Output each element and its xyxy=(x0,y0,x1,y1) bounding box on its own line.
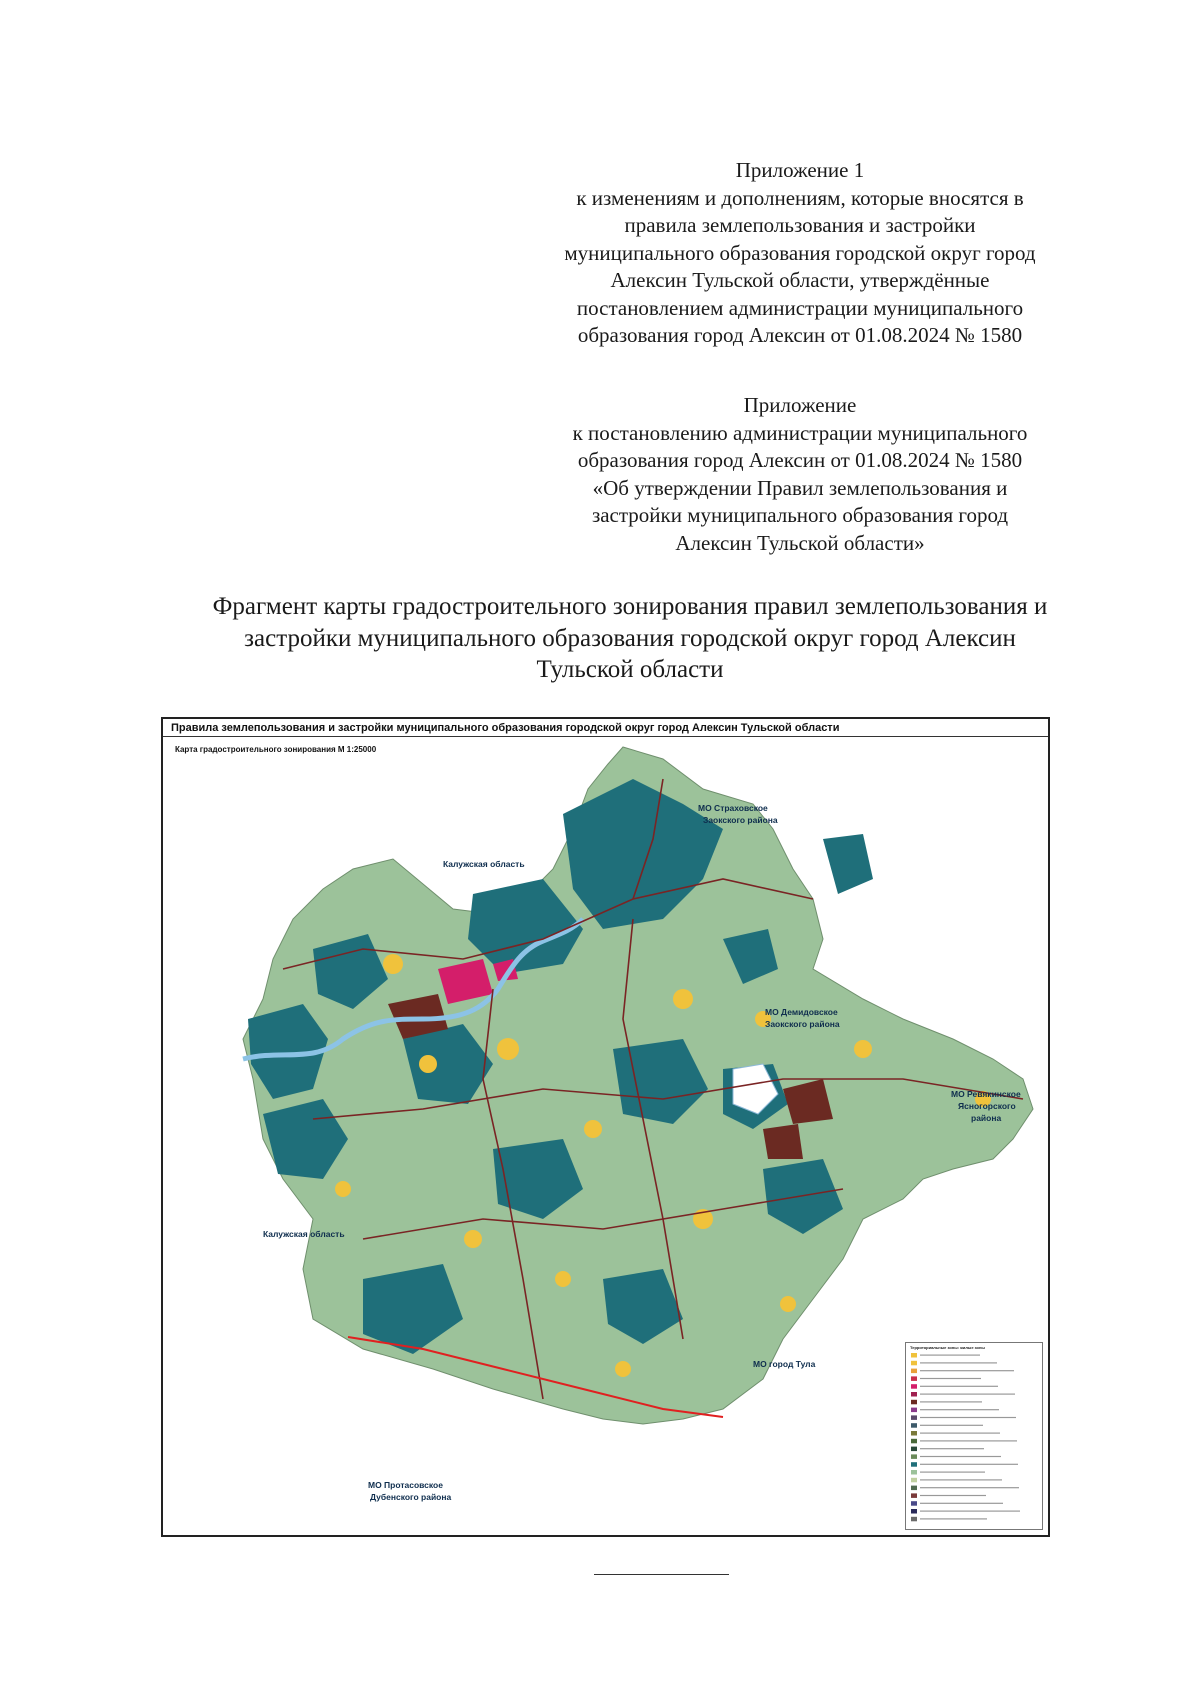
settlement-zone xyxy=(419,1055,437,1073)
label-demidovskoe-district: Заокского района xyxy=(765,1019,840,1029)
document-heading xyxy=(100,591,1160,686)
appendix-1-line: к изменениям и дополнениям, которые вносятся в xyxy=(576,185,1024,210)
appendix-2-line: застройки муниципального образования город xyxy=(591,503,1009,527)
legend-swatch xyxy=(911,1462,917,1467)
legend-entry-line xyxy=(920,1495,986,1496)
label-kaluga-north: Калужская область xyxy=(443,859,525,869)
legend-swatch xyxy=(911,1454,917,1459)
legend-swatch xyxy=(911,1384,917,1389)
appendix-2-line: «Об утверждении Правил землепользования и xyxy=(592,475,1008,500)
appendix-1-line: постановлением администрации муниципального xyxy=(576,295,1024,320)
appendix-2-line: образования город Алексин от 01.08.2024 № 1580 xyxy=(577,448,1023,472)
legend-entry-line xyxy=(920,1440,1017,1441)
zoning-map-frame xyxy=(161,717,1050,1537)
settlement-zone xyxy=(584,1120,602,1138)
legend-entry-line xyxy=(920,1487,1019,1488)
legend-entry-line xyxy=(920,1433,1000,1434)
settlement-zone xyxy=(673,989,693,1009)
legend-entry-line xyxy=(920,1518,987,1519)
legend-entry-line xyxy=(920,1464,1018,1465)
legend-swatch xyxy=(911,1517,917,1522)
appendix-1-block xyxy=(520,157,1080,350)
legend-entry-line xyxy=(920,1401,982,1402)
legend-entry-line xyxy=(920,1472,985,1473)
legend-entry-line xyxy=(920,1511,1020,1512)
legend-swatch xyxy=(911,1447,917,1452)
label-revyakinskoe: МО Ревякинское xyxy=(951,1089,1021,1099)
legend-swatch xyxy=(911,1431,917,1436)
legend-swatch xyxy=(911,1501,917,1506)
appendix-1-line: муниципального образования городской округ город xyxy=(564,240,1036,265)
map-legend xyxy=(905,1342,1043,1530)
legend-entry-line xyxy=(920,1448,984,1449)
settlement-zone xyxy=(615,1361,631,1377)
legend-title: Территориальные зоны: жилые зоны xyxy=(910,1345,985,1350)
settlement-zone xyxy=(464,1230,482,1248)
bottom-divider xyxy=(594,1574,729,1575)
settlement-zone xyxy=(780,1296,796,1312)
map-title: Правила землепользования и застройки муниципального образования городской округ город Алексин Тульской области xyxy=(171,722,840,734)
legend-entry-line xyxy=(920,1355,980,1356)
legend-swatch xyxy=(911,1392,917,1397)
settlement-zone xyxy=(335,1181,351,1197)
legend-swatch xyxy=(911,1415,917,1420)
legend-entry-line xyxy=(920,1425,983,1426)
legend-entry-line xyxy=(920,1378,981,1379)
legend-swatch xyxy=(911,1408,917,1413)
label-demidovskoe: МО Демидовское xyxy=(765,1007,838,1017)
settlement-zone xyxy=(555,1271,571,1287)
legend-swatch xyxy=(911,1369,917,1374)
legend-swatch xyxy=(911,1509,917,1514)
appendix-1-line: Приложение 1 xyxy=(735,158,865,182)
appendix-2-line: Алексин Тульской области» xyxy=(675,530,925,555)
forest-zone xyxy=(823,834,873,894)
heading-line: застройки муниципального образования городской округ город Алексин xyxy=(244,624,1016,652)
appendix-2-block xyxy=(520,392,1080,557)
appendix-2-line: к постановлению администрации муниципального xyxy=(572,420,1028,445)
label-revyakinskoe-rayon: района xyxy=(971,1113,1002,1123)
legend-entry-line xyxy=(920,1503,1003,1504)
legend-entry-line xyxy=(920,1370,1014,1371)
legend-swatch xyxy=(911,1400,917,1405)
legend-entry-line xyxy=(920,1362,997,1363)
legend-swatch xyxy=(911,1353,917,1358)
map-title-divider xyxy=(163,736,1048,737)
legend-swatch xyxy=(911,1376,917,1381)
legend-swatch xyxy=(911,1493,917,1498)
label-kaluga-south: Калужская область xyxy=(263,1229,345,1239)
legend-entry-line xyxy=(920,1386,998,1387)
heading-line: Фрагмент карты градостроительного зонирования правил землепользования и xyxy=(212,593,1048,620)
legend-entry-line xyxy=(920,1479,1002,1480)
label-tula: МО город Тула xyxy=(753,1359,816,1369)
label-protasovskoe: МО Протасовское xyxy=(368,1480,443,1490)
industrial-zone xyxy=(763,1124,803,1159)
legend-swatch xyxy=(911,1361,917,1366)
legend-entry-line xyxy=(920,1417,1016,1418)
legend-swatches xyxy=(906,1343,1042,1529)
label-protasovskoe-district: Дубенского района xyxy=(370,1492,452,1502)
legend-entry-line xyxy=(920,1409,999,1410)
legend-swatch xyxy=(911,1423,917,1428)
label-strakhovskoe: МО Страховское xyxy=(698,803,768,813)
legend-swatch xyxy=(911,1439,917,1444)
legend-swatch xyxy=(911,1478,917,1483)
label-strakhovskoe-district: Заокского района xyxy=(703,815,778,825)
legend-entry-line xyxy=(920,1456,1001,1457)
settlement-zone xyxy=(383,954,403,974)
label-revyakinskoe-district: Ясногорского xyxy=(958,1101,1016,1111)
settlement-zone xyxy=(854,1040,872,1058)
legend-swatch xyxy=(911,1470,917,1475)
legend-entry-line xyxy=(920,1394,1015,1395)
settlement-zone xyxy=(497,1038,519,1060)
legend-swatch xyxy=(911,1486,917,1491)
appendix-1-line: правила землепользования и застройки xyxy=(624,213,976,237)
appendix-2-line: Приложение xyxy=(743,393,857,417)
map-subtitle: Карта градостроительного зонирования М 1:25000 xyxy=(175,745,377,754)
appendix-1-line: Алексин Тульской области, утверждённые xyxy=(610,268,990,292)
heading-line: Тульской области xyxy=(536,656,724,683)
appendix-1-line: образования город Алексин от 01.08.2024 № 1580 xyxy=(577,323,1023,347)
